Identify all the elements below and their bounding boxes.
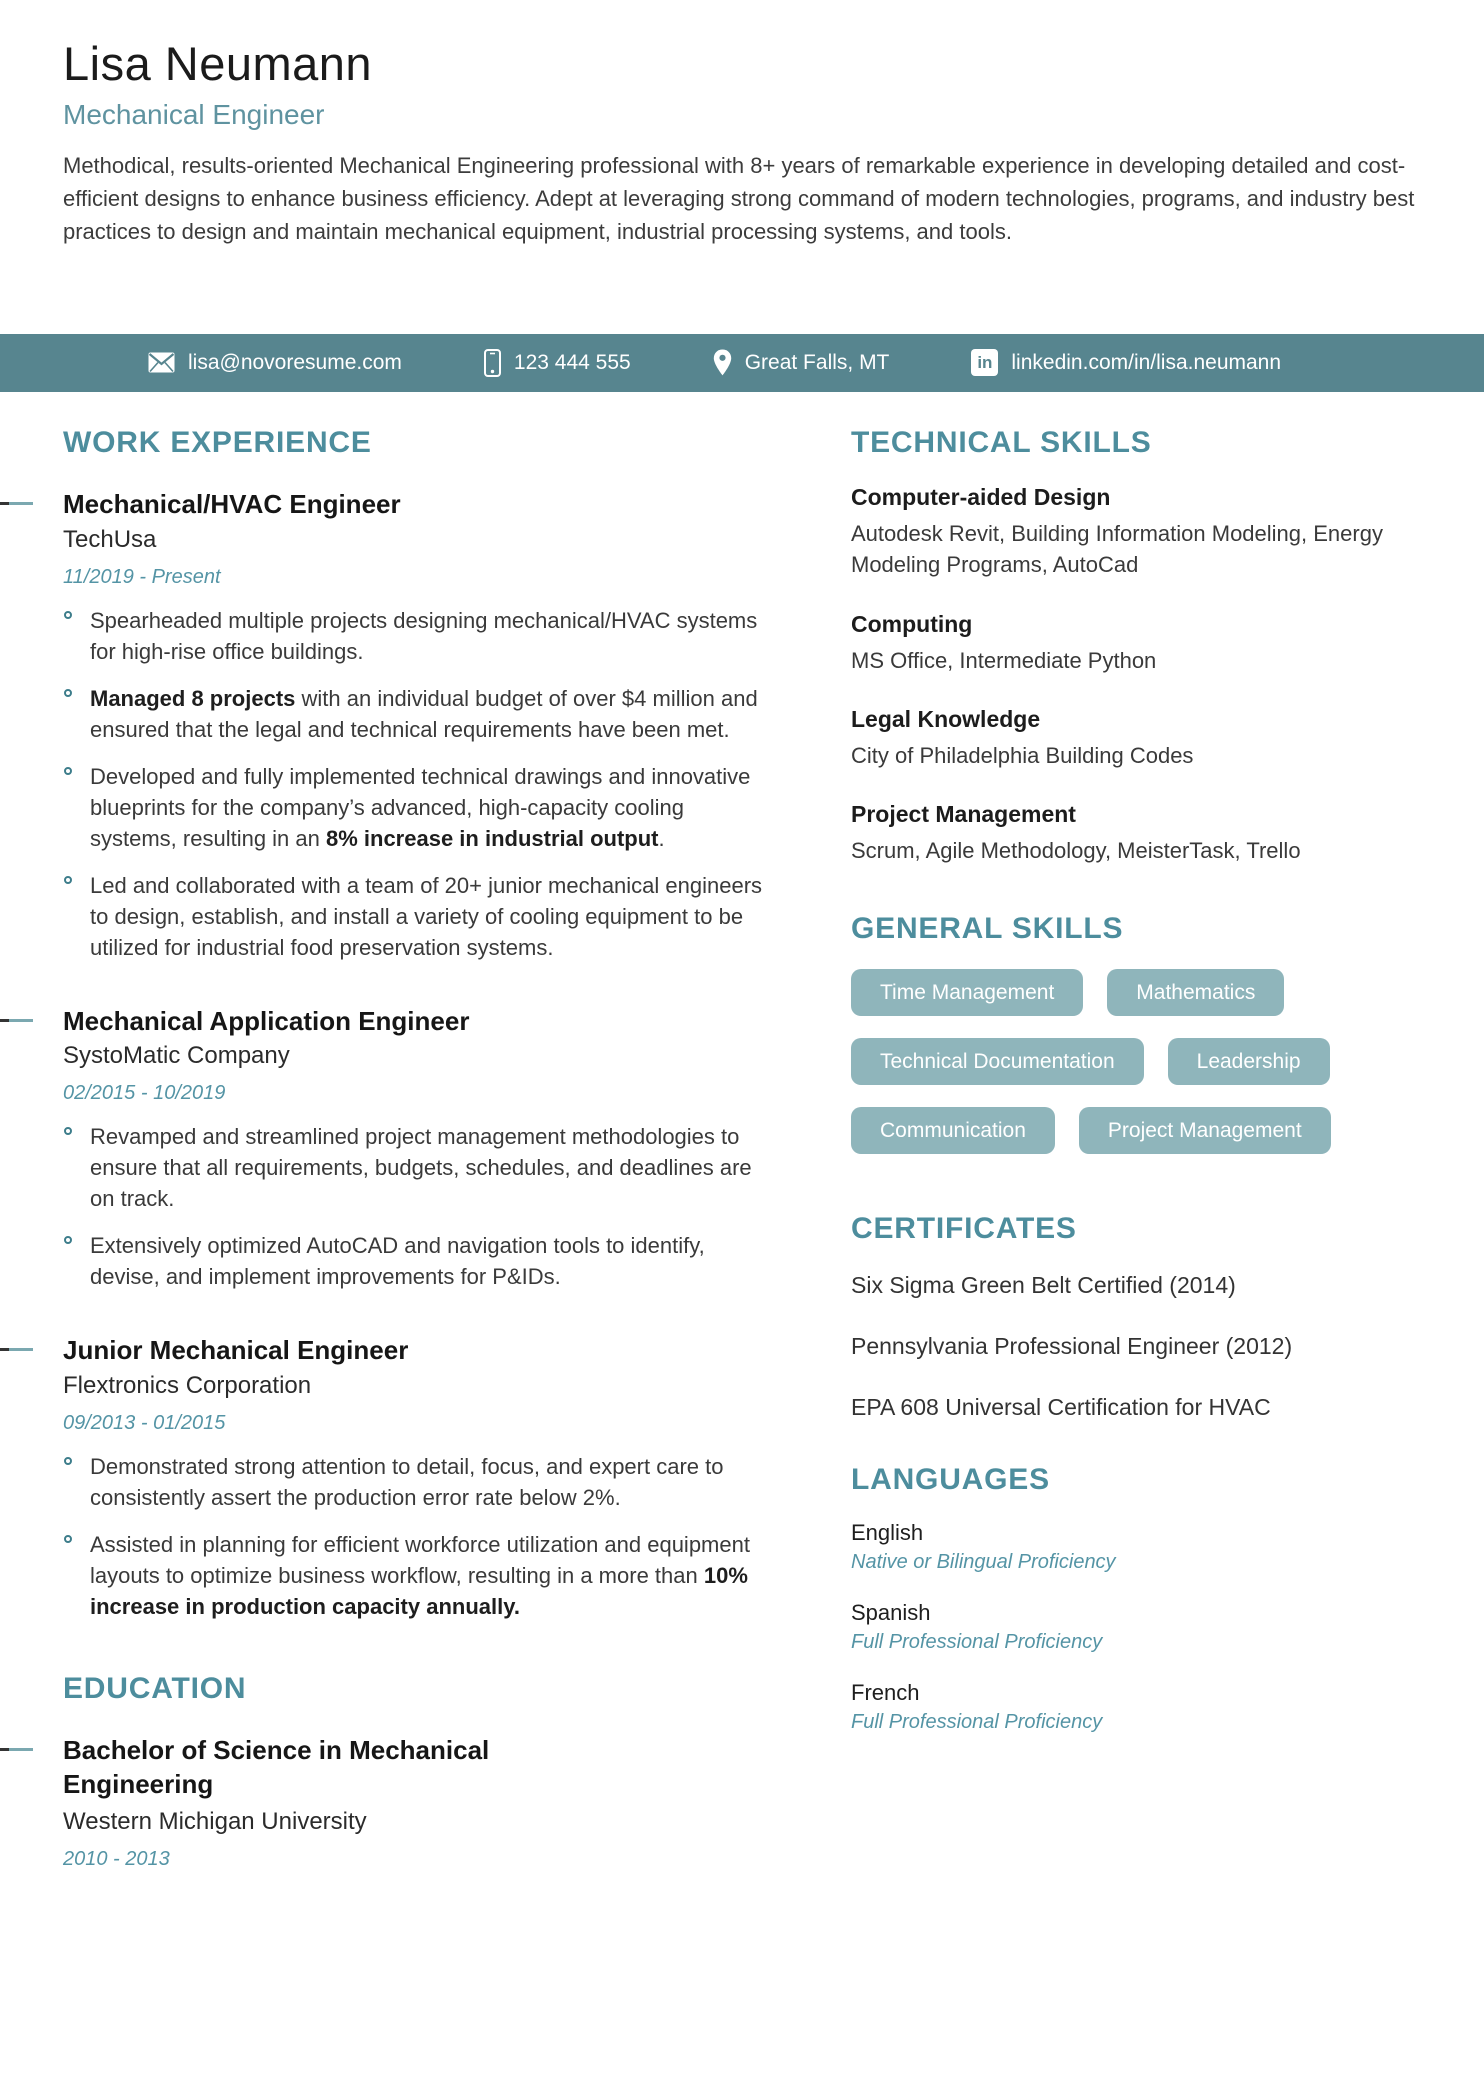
bullet-item bbox=[63, 1230, 763, 1292]
school-name: Western Michigan University bbox=[63, 1807, 367, 1835]
left-column bbox=[63, 426, 763, 1871]
profile-summary: Methodical, results-oriented Mechanical Engineering professional with 8+ years of remarkable experience in developing detailed and cost-efficient designs to enhance business efficiency. Adept at leveraging strong command of modern technologies, programs, and industry best practices to design and maintain mechanical equipment, industrial processing systems, and tools. bbox=[63, 152, 1415, 244]
contact-email-text: lisa@novoresume.com bbox=[188, 350, 402, 374]
skill-group bbox=[851, 484, 1420, 580]
bullet-list bbox=[63, 605, 763, 963]
contact-location-text: Great Falls, MT bbox=[744, 350, 890, 374]
contact-email bbox=[148, 351, 402, 375]
job-date-range: 02/2015 - 10/2019 bbox=[63, 1082, 226, 1105]
bullet-ring-icon bbox=[64, 611, 72, 619]
company-name: TechUsa bbox=[63, 525, 157, 553]
job-date-range: 11/2019 - Present bbox=[63, 565, 221, 588]
education-entry bbox=[63, 1734, 763, 1871]
bullet-item bbox=[63, 870, 763, 963]
bullet-list bbox=[63, 1451, 763, 1622]
timeline-dash-icon bbox=[0, 1019, 33, 1022]
bullet-text: . bbox=[658, 825, 665, 851]
skill-group-items: City of Philadelphia Building Codes bbox=[851, 742, 1194, 768]
bullet-text: 8% increase in industrial output bbox=[325, 825, 659, 851]
bullet-text: Managed 8 projects bbox=[90, 685, 296, 711]
job-title: Junior Mechanical Engineer bbox=[63, 1335, 409, 1366]
language-proficiency: Native or Bilingual Proficiency bbox=[851, 1550, 1116, 1573]
job-entry bbox=[63, 1005, 763, 1293]
bullet-text: Extensively optimized AutoCAD and navigation tools to identify, devise, and implement improvements for P&IDs. bbox=[90, 1233, 705, 1290]
contact-linkedin-text: linkedin.com/in/lisa.neumann bbox=[1011, 350, 1282, 374]
skill-group-items: Autodesk Revit, Building Information Modeling, Energy Modeling Programs, AutoCad bbox=[851, 521, 1383, 578]
bullet-item bbox=[63, 683, 763, 745]
bullet-item bbox=[63, 605, 763, 667]
bullet-text: with an individual budget of over $4 million and ensured that the legal and technical requirements have been met. bbox=[90, 685, 758, 742]
timeline-dash-icon bbox=[0, 1348, 33, 1351]
job-entry bbox=[63, 1334, 763, 1622]
right-column bbox=[851, 426, 1420, 1871]
job-date-range: 09/2013 - 01/2015 bbox=[63, 1411, 226, 1434]
jobs-list bbox=[63, 488, 763, 1622]
linkedin-icon: in bbox=[971, 349, 998, 376]
skill-group bbox=[851, 801, 1420, 866]
mail-icon bbox=[148, 352, 175, 373]
contact-linkedin bbox=[971, 349, 1281, 376]
skill-badge: Leadership bbox=[1168, 1038, 1330, 1085]
skill-badge: Mathematics bbox=[1107, 969, 1284, 1016]
skill-badge: Time Management bbox=[851, 969, 1083, 1016]
language-name: Spanish bbox=[851, 1599, 931, 1625]
main-columns bbox=[0, 392, 1484, 1871]
bullet-ring-icon bbox=[64, 1236, 72, 1244]
company-name: SystoMatic Company bbox=[63, 1042, 290, 1070]
bullet-text: 10% increase in production capacity annually. bbox=[90, 1562, 748, 1619]
languages-heading: LANGUAGES bbox=[851, 1463, 1050, 1497]
bullet-text: Revamped and streamlined project management methodologies to ensure that all requirements, budgets, schedules, and deadlines are on track. bbox=[90, 1124, 752, 1212]
education-section bbox=[63, 1672, 763, 1871]
location-pin-icon bbox=[713, 349, 732, 376]
bullet-item bbox=[63, 1121, 763, 1214]
skill-badge: Project Management bbox=[1079, 1107, 1331, 1154]
skill-group-name: Project Management bbox=[851, 801, 1076, 828]
bullet-item bbox=[63, 1451, 763, 1513]
bullet-text: Demonstrated strong attention to detail, focus, and expert care to consistently assert the production error rate below 2%. bbox=[90, 1453, 724, 1510]
job-title: Mechanical Application Engineer bbox=[63, 1005, 470, 1036]
job-title: Mechanical/HVAC Engineer bbox=[63, 489, 401, 520]
skill-group-items: Scrum, Agile Methodology, MeisterTask, Trello bbox=[851, 838, 1301, 864]
language-name: French bbox=[851, 1679, 920, 1705]
person-name: Lisa Neumann bbox=[63, 37, 373, 90]
education-date-range: 2010 - 2013 bbox=[63, 1847, 170, 1870]
certificate-item: EPA 608 Universal Certification for HVAC bbox=[851, 1394, 1271, 1421]
contact-phone-text: 123 444 555 bbox=[513, 350, 631, 374]
skill-group-items: MS Office, Intermediate Python bbox=[851, 647, 1157, 673]
skill-badge: Communication bbox=[851, 1107, 1055, 1154]
person-job-title: Mechanical Engineer bbox=[63, 98, 325, 130]
language-item bbox=[851, 1680, 1420, 1734]
skill-group-name: Legal Knowledge bbox=[851, 705, 1041, 732]
work-experience-heading: WORK EXPERIENCE bbox=[63, 425, 372, 459]
company-name: Flextronics Corporation bbox=[63, 1371, 312, 1399]
contact-phone bbox=[484, 349, 631, 377]
technical-skill-groups bbox=[851, 484, 1420, 866]
language-proficiency: Full Professional Proficiency bbox=[851, 1630, 1103, 1653]
bullet-ring-icon bbox=[64, 689, 72, 697]
skill-group bbox=[851, 611, 1420, 676]
skill-badges bbox=[851, 969, 1420, 1154]
bullet-ring-icon bbox=[64, 1457, 72, 1465]
bullet-item bbox=[63, 1529, 763, 1622]
phone-icon bbox=[484, 349, 501, 377]
bullet-ring-icon bbox=[64, 1535, 72, 1543]
resume-header bbox=[0, 0, 1484, 248]
bullet-ring-icon bbox=[64, 876, 72, 884]
bullet-ring-icon bbox=[64, 1127, 72, 1135]
skill-group-name: Computing bbox=[851, 610, 973, 637]
languages-list bbox=[851, 1520, 1420, 1734]
technical-skills-heading: TECHNICAL SKILLS bbox=[851, 425, 1152, 459]
language-item bbox=[851, 1600, 1420, 1654]
skill-group-name: Computer-aided Design bbox=[851, 484, 1111, 511]
timeline-dash-icon bbox=[0, 1748, 33, 1751]
skill-group bbox=[851, 706, 1420, 771]
contact-bar bbox=[0, 334, 1484, 392]
skill-badge: Technical Documentation bbox=[851, 1038, 1144, 1085]
job-entry bbox=[63, 488, 763, 963]
degree-title: Bachelor of Science in Mechanical Engineering bbox=[63, 1735, 490, 1799]
bullet-text: Led and collaborated with a team of 20+ junior mechanical engineers to design, establish, and install a variety of cooling equipment to be utilized for industrial food preservation systems. bbox=[90, 872, 763, 960]
bullet-text: Developed and fully implemented technical drawings and innovative blueprints for the company’s advanced, high-capacity cooling systems, resulting in an bbox=[90, 763, 751, 851]
bullet-item bbox=[63, 761, 763, 854]
bullet-list bbox=[63, 1121, 763, 1292]
general-skills-heading: GENERAL SKILLS bbox=[851, 912, 1124, 946]
certificate-item: Pennsylvania Professional Engineer (2012) bbox=[851, 1333, 1293, 1360]
certificate-item: Six Sigma Green Belt Certified (2014) bbox=[851, 1272, 1236, 1299]
certificates-list bbox=[851, 1272, 1420, 1421]
bullet-text: Spearheaded multiple projects designing mechanical/HVAC systems for high-rise office buildings. bbox=[90, 607, 758, 664]
education-heading: EDUCATION bbox=[63, 1671, 247, 1705]
language-item bbox=[851, 1520, 1420, 1574]
bullet-text: Assisted in planning for efficient workforce utilization and equipment layouts to optimize business workflow, resulting in a more than bbox=[90, 1531, 750, 1588]
contact-location bbox=[713, 349, 890, 376]
language-proficiency: Full Professional Proficiency bbox=[851, 1710, 1103, 1733]
timeline-dash-icon bbox=[0, 502, 33, 505]
certificates-heading: CERTIFICATES bbox=[851, 1211, 1077, 1245]
language-name: English bbox=[851, 1519, 924, 1545]
bullet-ring-icon bbox=[64, 767, 72, 775]
